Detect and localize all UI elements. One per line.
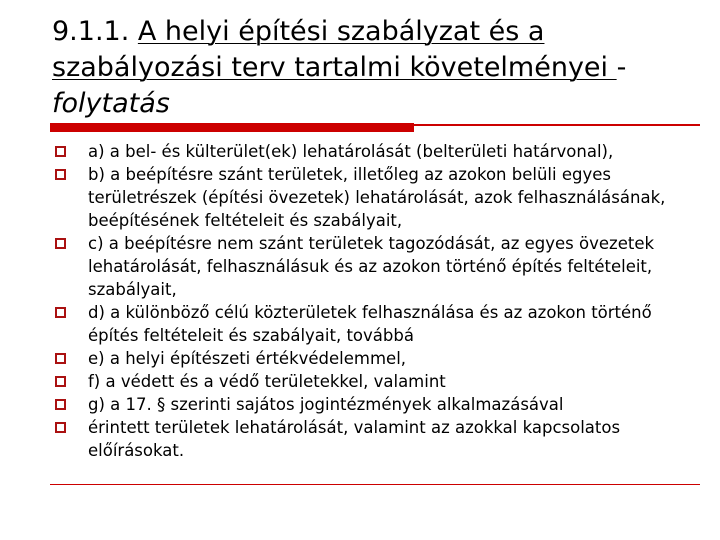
- bullet-text: d) a különböző célú közterületek felhasználása és az azokon történő építés feltételeit és szabályait, továbbá: [88, 303, 652, 345]
- square-bullet-icon: [55, 422, 66, 433]
- title-divider-thick: [50, 123, 414, 132]
- title-continuation: folytatás: [52, 88, 170, 119]
- title-dash: -: [616, 52, 627, 83]
- bullet-text: g) a 17. § szerinti sajátos jogintézmények alkalmazásával: [88, 395, 564, 414]
- square-bullet-icon: [55, 169, 66, 180]
- square-bullet-icon: [55, 238, 66, 249]
- bullet-item: [0, 163, 720, 232]
- bullet-item: [0, 232, 720, 301]
- square-bullet-icon: [55, 353, 66, 364]
- bullet-item: [0, 416, 720, 462]
- bullet-list: [0, 140, 720, 462]
- bullet-item: [0, 347, 720, 370]
- square-bullet-icon: [55, 399, 66, 410]
- bullet-item: [0, 301, 720, 347]
- square-bullet-icon: [55, 376, 66, 387]
- bullet-text: c) a beépítésre nem szánt területek tagozódását, az egyes övezetek lehatárolását, felhasználásuk és az azokon történő építés feltételeit, szabályait,: [88, 234, 655, 299]
- bullet-text: érintett területek lehatárolását, valamint az azokkal kapcsolatos előírásokat.: [88, 418, 621, 460]
- bullet-item: [0, 370, 720, 393]
- square-bullet-icon: [55, 146, 66, 157]
- bullet-text: e) a helyi építészeti értékvédelemmel,: [88, 349, 407, 368]
- title-underlined-text: A helyi építési szabályzat és a szabályozási terv tartalmi követelményei: [52, 16, 617, 83]
- bullet-text: a) a bel- és külterület(ek) lehatárolását (belterületi határvonal),: [88, 142, 614, 161]
- square-bullet-icon: [55, 307, 66, 318]
- bullet-text: f) a védett és a védő területekkel, valamint: [88, 372, 446, 391]
- bullet-item: [0, 393, 720, 416]
- bullet-item: [0, 140, 720, 163]
- bottom-divider: [50, 484, 700, 485]
- bullet-text: b) a beépítésre szánt területek, illetőleg az azokon belüli egyes területrészek (építési övezetek) lehatárolását, azok felhasználásának, beépítésének feltételeit és szabályait,: [88, 165, 666, 230]
- slide-title: [52, 14, 692, 122]
- title-number: 9.1.1.: [52, 16, 138, 47]
